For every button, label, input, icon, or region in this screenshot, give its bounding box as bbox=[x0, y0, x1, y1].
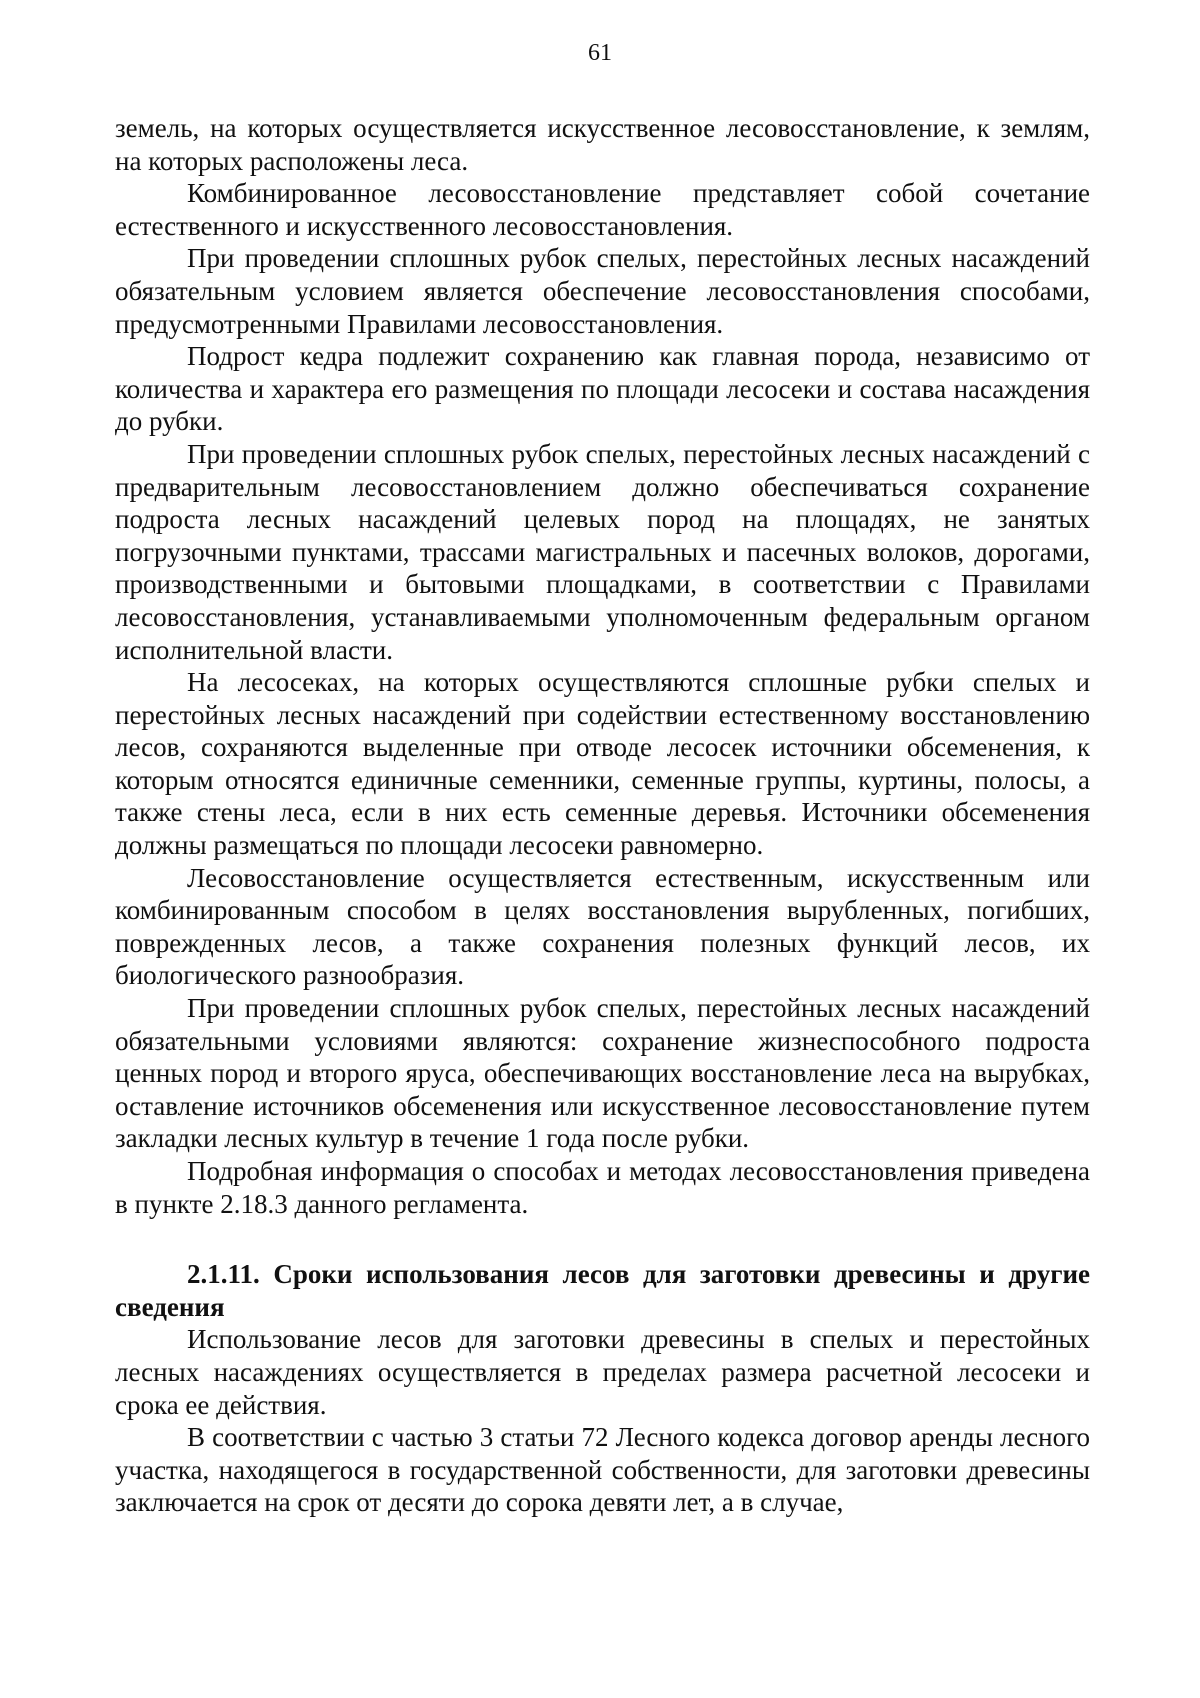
paragraph-6: На лесосеках, на которых осуществляются сплошные рубки спелых и перестойных лесных насаждений при содействии естественному восстановлению лесов, сохраняются выделенные при отводе лесосек источники обсеменения, к которым относятся единичные семенники, семенные группы, куртины, полосы, а также стены леса, если в них есть семенные деревья. Источники обсеменения должны размещаться по площади лесосеки равномерно. bbox=[115, 667, 1090, 861]
paragraph-9: Подробная информация о способах и методах лесовосстановления приведена в пункте 2.18.3 данного регламента. bbox=[115, 1156, 1090, 1219]
paragraph-11: В соответствии с частью 3 статьи 72 Лесного кодекса договор аренды лесного участка, находящегося в государственной собственности, для заготовки древесины заключается на срок от десяти до сорока девяти лет, а в случае, bbox=[115, 1422, 1090, 1518]
section-heading: 2.1.11. Сроки использования лесов для заготовки древесины и другие сведения bbox=[115, 1259, 1090, 1322]
paragraph-3: При проведении сплошных рубок спелых, перестойных лесных насаждений обязательным условием является обеспечение лесовосстановления способами, предусмотренными Правилами лесовосстановления. bbox=[115, 243, 1090, 339]
paragraph-10: Использование лесов для заготовки древесины в спелых и перестойных лесных насаждениях осуществляется в пределах размера расчетной лесосеки и срока ее действия. bbox=[115, 1324, 1090, 1420]
paragraph-2: Комбинированное лесовосстановление представляет собой сочетание естественного и искусственного лесовосстановления. bbox=[115, 178, 1090, 241]
paragraph-5: При проведении сплошных рубок спелых, перестойных лесных насаждений с предварительным лесовосстановлением должно обеспечиваться сохранение подроста лесных насаждений целевых пород на площадях, не занятых погрузочными пунктами, трассами магистральных и пасечных волоков, дорогами, производственными и бытовыми площадками, в соответствии с Правилами лесовосстановления, устанавливаемыми уполномоченным федеральным органом исполнительной власти. bbox=[115, 438, 1090, 665]
paragraph-8: При проведении сплошных рубок спелых, перестойных лесных насаждений обязательными условиями являются: сохранение жизнеспособного подроста ценных пород и второго яруса, обеспечивающих восстановление леса на вырубках, оставление источников обсеменения или искусственное лесовосстановление путем закладки лесных культур в течение 1 года после рубки. bbox=[115, 993, 1090, 1154]
paragraph-1: земель, на которых осуществляется искусственное лесовосстановление, к землям, на которых расположены леса. bbox=[115, 113, 1090, 176]
paragraph-4: Подрост кедра подлежит сохранению как главная порода, независимо от количества и характера его размещения по площади лесосеки и состава насаждения до рубки. bbox=[115, 341, 1090, 437]
paragraph-7: Лесовосстановление осуществляется естественным, искусственным или комбинированным способом в целях восстановления вырубленных, погибших, поврежденных лесов, а также сохранения полезных функций лесов, их биологического разнообразия. bbox=[115, 862, 1090, 991]
page-number: 61 bbox=[588, 40, 612, 66]
document-body bbox=[115, 112, 1090, 1519]
